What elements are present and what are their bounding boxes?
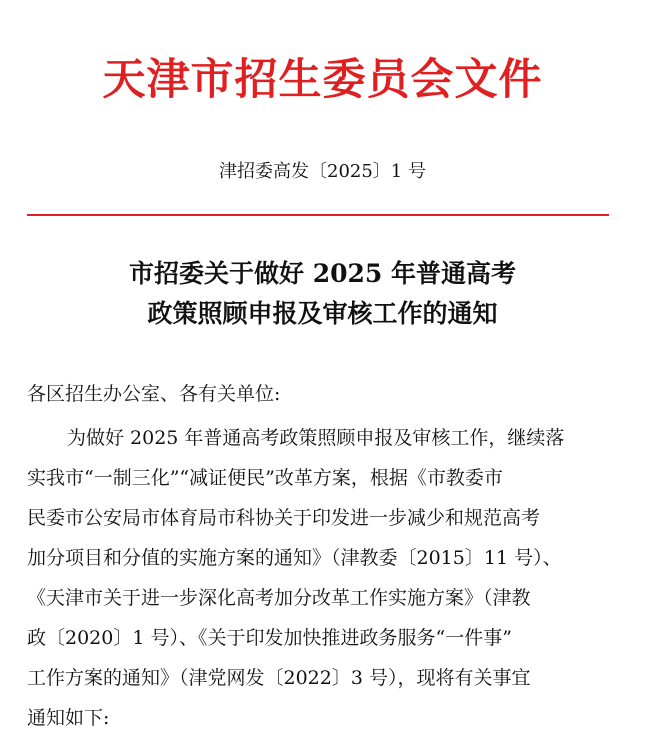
body-line: 民委市公安局市体育局市科协关于印发进一步减少和规范高考 [27,507,541,529]
notice-title [0,254,645,334]
document-number: 津招委高发〔2025〕1 号 [219,161,426,182]
body-line: 工作方案的通知》（津党网发〔2022〕3 号），现将有关事宜 [27,667,531,689]
notice-title-line-2: 政策照顾申报及审核工作的通知 [147,299,498,328]
red-divider-line [27,214,609,216]
body-line: 通知如下: [27,707,110,729]
addressee-line: 各区招生办公室、各有关单位: [27,383,281,405]
body-line: 《天津市关于进一步深化高考加分改革工作实施方案》（津教 [27,587,531,609]
notice-title-line-1: 市招委关于做好 2025 年普通高考 [129,259,516,288]
body-paragraph [27,418,617,738]
body-line: 政〔2020〕1 号）、《关于印发加快推进政务服务“一件事” [27,627,512,649]
document-header-title: 天津市招生委员会文件 [102,55,543,105]
body-line: 实我市“一制三化”“减证便民”改革方案，根据《市教委市 [27,467,503,489]
body-line: 加分项目和分值的实施方案的通知》（津教委〔2015〕11 号）、 [27,547,562,569]
body-line: 为做好 2025 年普通高考政策照顾申报及审核工作，继续落 [67,427,565,449]
